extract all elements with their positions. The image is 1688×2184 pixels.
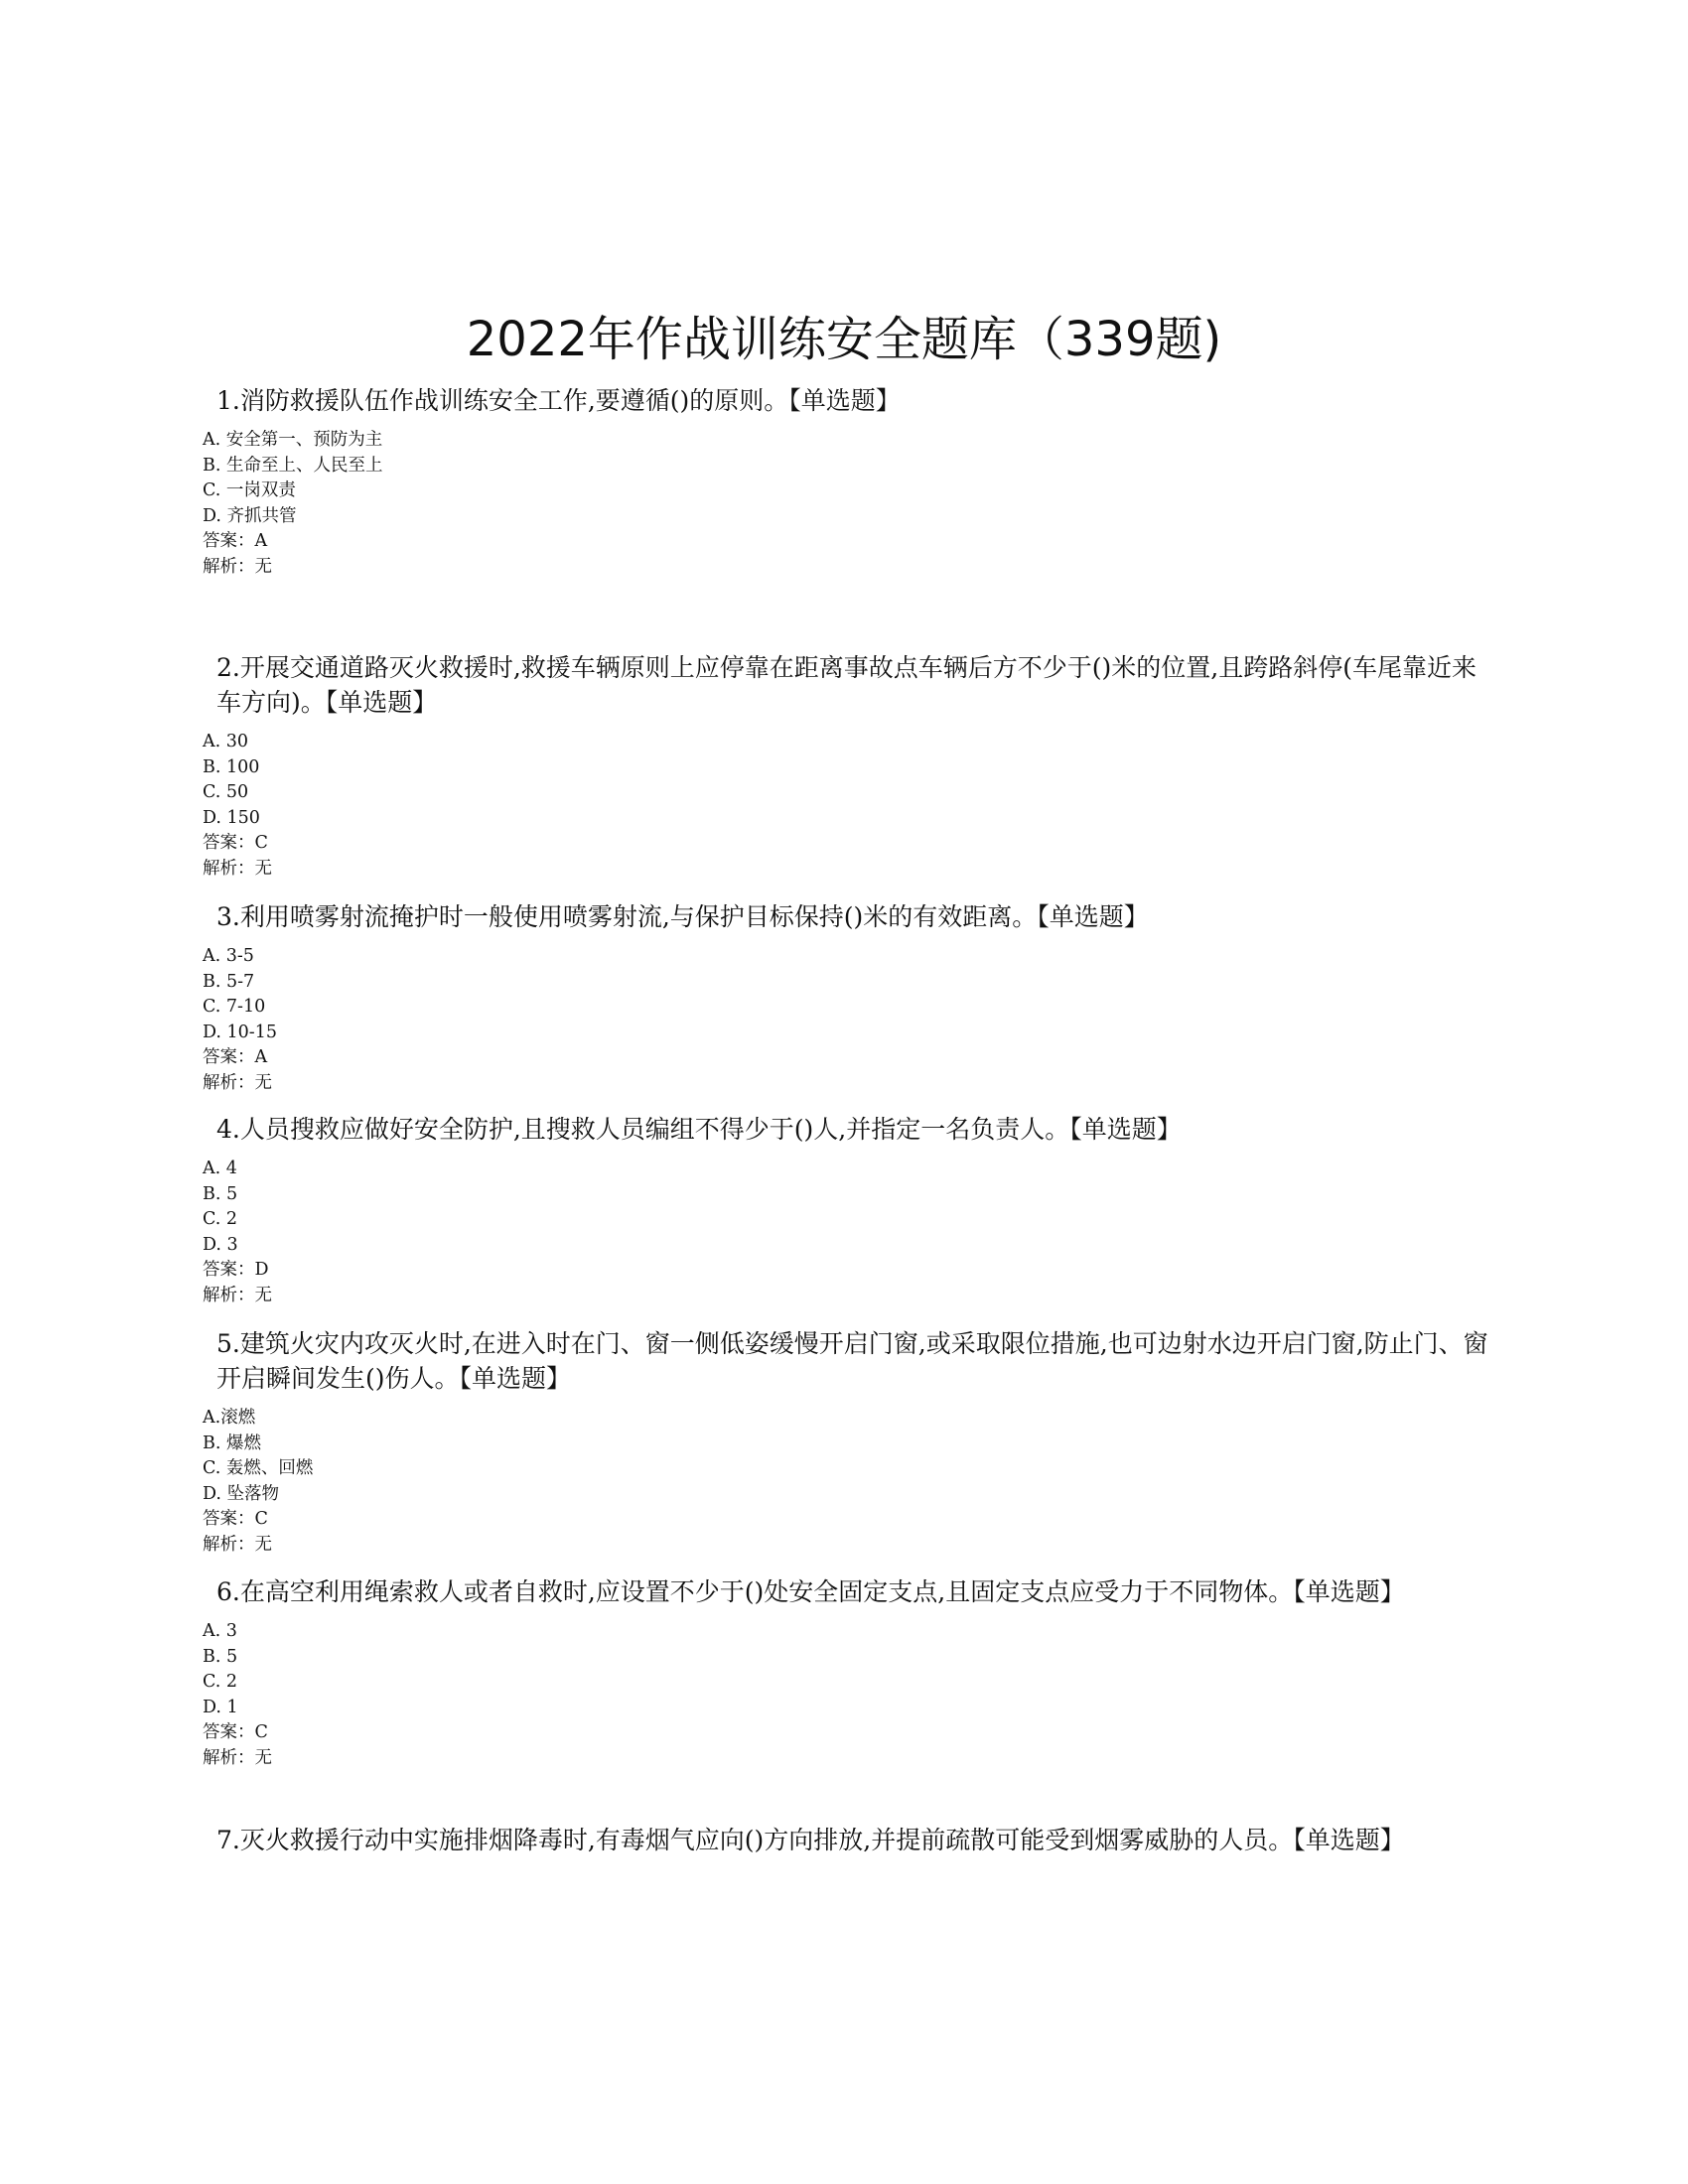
- question-stem: 4.人员搜救应做好安全防护,且搜救人员编组不得少于()人,并指定一名负责人。【单选题】: [216, 1115, 1182, 1144]
- option-d: D. 10-15: [203, 1022, 277, 1042]
- option-d: D. 1: [203, 1697, 238, 1717]
- option-d: D. 3: [203, 1234, 238, 1255]
- question-stem: 6.在高空利用绳索救人或者自救时,应设置不少于()处安全固定支点,且固定支点应受力于不同物体。【单选题】: [216, 1577, 1405, 1606]
- question-7: [203, 1823, 1493, 1867]
- analysis: 解析：无: [203, 1534, 272, 1555]
- option-c: C. 一岗双责: [203, 480, 296, 501]
- question-stem: 3.利用喷雾射流掩护时一般使用喷雾射流,与保护目标保持()米的有效距离。【单选题】: [216, 902, 1149, 931]
- option-c: C. 2: [203, 1209, 238, 1230]
- option-a: A.滚燃: [203, 1408, 256, 1428]
- answer: 答案：C: [203, 1722, 268, 1743]
- option-a: A. 安全第一、预防为主: [203, 430, 383, 450]
- question-stem: 2.开展交通道路灭火救援时,救援车辆原则上应停靠在距离事故点车辆后方不少于()米的位置,且跨路斜停(车尾靠近来车方向)。【单选题】: [216, 653, 1477, 717]
- option-b: B. 爆燃: [203, 1433, 261, 1453]
- question-4: [203, 1112, 1493, 1309]
- question-1: [203, 383, 1493, 581]
- question-details: [203, 1619, 1493, 1772]
- option-a: A. 3: [203, 1621, 237, 1641]
- question-details: [203, 1406, 1493, 1559]
- option-d: D. 150: [203, 807, 260, 828]
- analysis: 解析：无: [203, 556, 272, 577]
- answer: 答案：C: [203, 833, 268, 854]
- question-5: [203, 1326, 1493, 1559]
- option-b: B. 5: [203, 1183, 238, 1204]
- analysis: 解析：无: [203, 1072, 272, 1093]
- answer: 答案：C: [203, 1509, 268, 1530]
- answer: 答案：D: [203, 1260, 269, 1281]
- question-6: [203, 1574, 1493, 1772]
- answer: 答案：A: [203, 531, 268, 552]
- analysis: 解析：无: [203, 1285, 272, 1305]
- option-d: D. 齐抓共管: [203, 505, 297, 526]
- option-a: A. 30: [203, 732, 249, 751]
- option-c: C. 7-10: [203, 997, 266, 1018]
- option-a: A. 3-5: [203, 946, 254, 966]
- question-stem: 1.消防救援队伍作战训练安全工作,要遵循()的原则。【单选题】: [216, 386, 901, 415]
- option-b: B. 100: [203, 756, 260, 777]
- question-stem: 5.建筑火灾内攻灭火时,在进入时在门、窗一侧低姿缓慢开启门窗,或采取限位措施,也可边射水边开启门窗,防止门、窗开启瞬间发生()伤人。【单选题】: [216, 1329, 1488, 1393]
- option-c: C. 2: [203, 1672, 238, 1693]
- option-b: B. 生命至上、人民至上: [203, 455, 383, 476]
- question-details: [203, 944, 1493, 1097]
- question-details: [203, 428, 1493, 581]
- question-2: [203, 650, 1493, 883]
- question-details: [203, 1157, 1493, 1309]
- option-a: A. 4: [203, 1159, 237, 1178]
- analysis: 解析：无: [203, 1747, 272, 1768]
- answer: 答案：A: [203, 1047, 268, 1068]
- question-stem: 7.灭火救援行动中实施排烟降毒时,有毒烟气应向()方向排放,并提前疏散可能受到烟雾威胁的人员。【单选题】: [216, 1826, 1405, 1854]
- document-title: 2022年作战训练安全题库（339题): [466, 312, 1222, 367]
- option-c: C. 轰燃、回燃: [203, 1458, 314, 1479]
- option-b: B. 5-7: [203, 971, 255, 992]
- question-details: [203, 730, 1493, 883]
- option-d: D. 坠落物: [203, 1483, 280, 1504]
- option-b: B. 5: [203, 1646, 238, 1667]
- option-c: C. 50: [203, 782, 249, 803]
- question-3: [203, 899, 1493, 1097]
- analysis: 解析：无: [203, 858, 272, 879]
